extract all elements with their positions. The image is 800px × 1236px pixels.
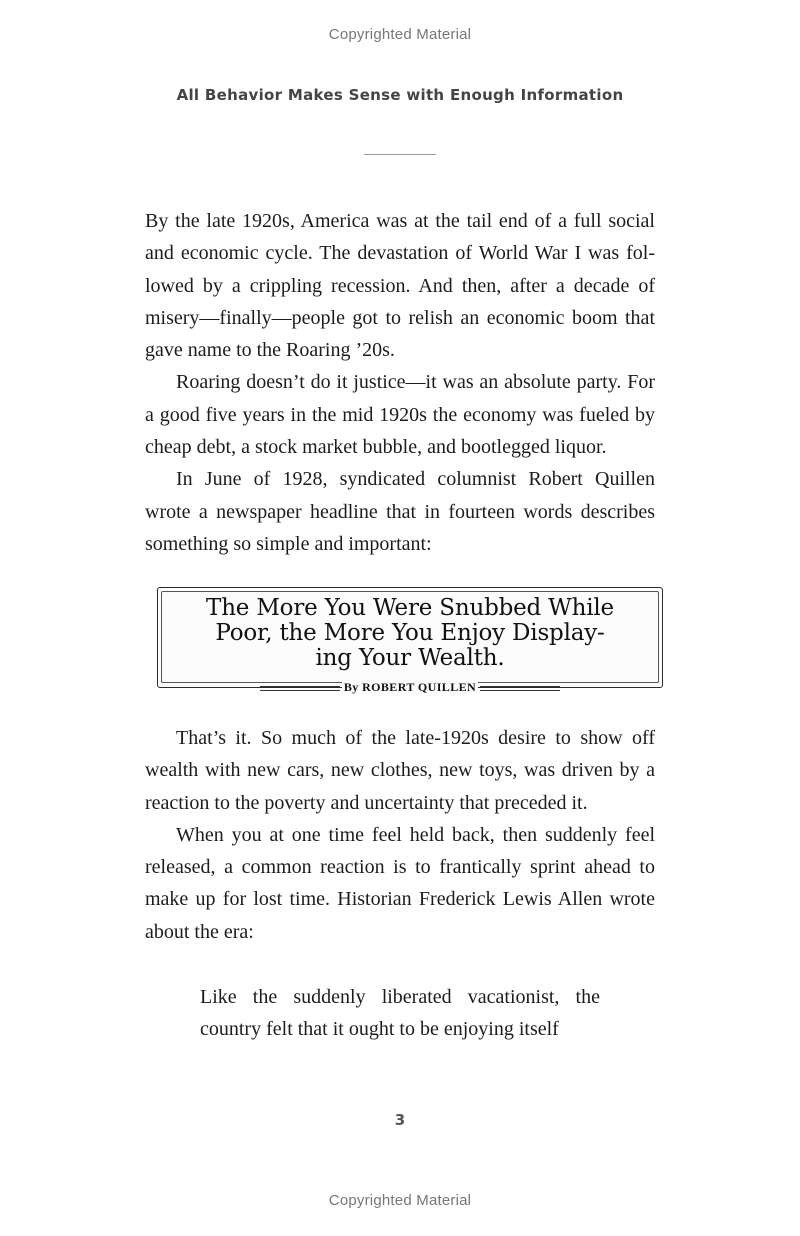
newspaper-clipping <box>157 587 663 688</box>
paragraph: When you at one time feel held back, then suddenly feel released, a common reaction is to frantically sprint ahead to make up for lost time. Historian Frederick Lewis Allen wrote about the era: <box>145 823 655 943</box>
byline-rule-left <box>260 686 340 691</box>
body-text-lower <box>145 722 655 948</box>
quote-text: Like the suddenly liberated vacationist, the country felt that it ought to be enjoying itself <box>200 986 600 1041</box>
header-rule <box>364 154 436 155</box>
page-number: 3 <box>394 1111 406 1129</box>
paragraph: That’s it. So much of the late-1920s desire to show off wealth with new cars, new clothes, new toys, was driven by a reaction to the poverty and uncertainty that preceded it. <box>145 727 655 814</box>
body-text-upper <box>145 205 655 560</box>
paragraph: In June of 1928, syndicated columnist Robert Quillen wrote a newspaper headline that in fourteen words describes something so simple and important: <box>145 468 655 555</box>
block-quote <box>200 981 600 1046</box>
clipping-byline: By ROBERT QUILLEN <box>343 680 477 694</box>
paragraph: By the late 1920s, America was at the tail end of a full social and economic cycle. The devastation of World War I was followed by a crippling recession. And then, after a decade of misery—finally—people got to relish an economic boom that gave name to the Roaring ’20s. <box>145 210 655 362</box>
copyright-watermark-top: Copyrighted Material <box>328 26 472 43</box>
paragraph: Roaring doesn’t do it justice—it was an absolute party. For a good five years in the mid 1920s the economy was fueled by cheap debt, a stock market bubble, and bootlegged liquor. <box>145 371 655 459</box>
clipping-headline: The More You Were Snubbed While Poor, the More You Enjoy Display- ing Your Wealth. <box>206 595 614 671</box>
clipping-byline-row <box>157 680 663 694</box>
byline-rule-right <box>480 686 560 691</box>
copyright-watermark-bottom: Copyrighted Material <box>328 1192 472 1209</box>
running-head: All Behavior Makes Sense with Enough Information <box>176 86 624 104</box>
